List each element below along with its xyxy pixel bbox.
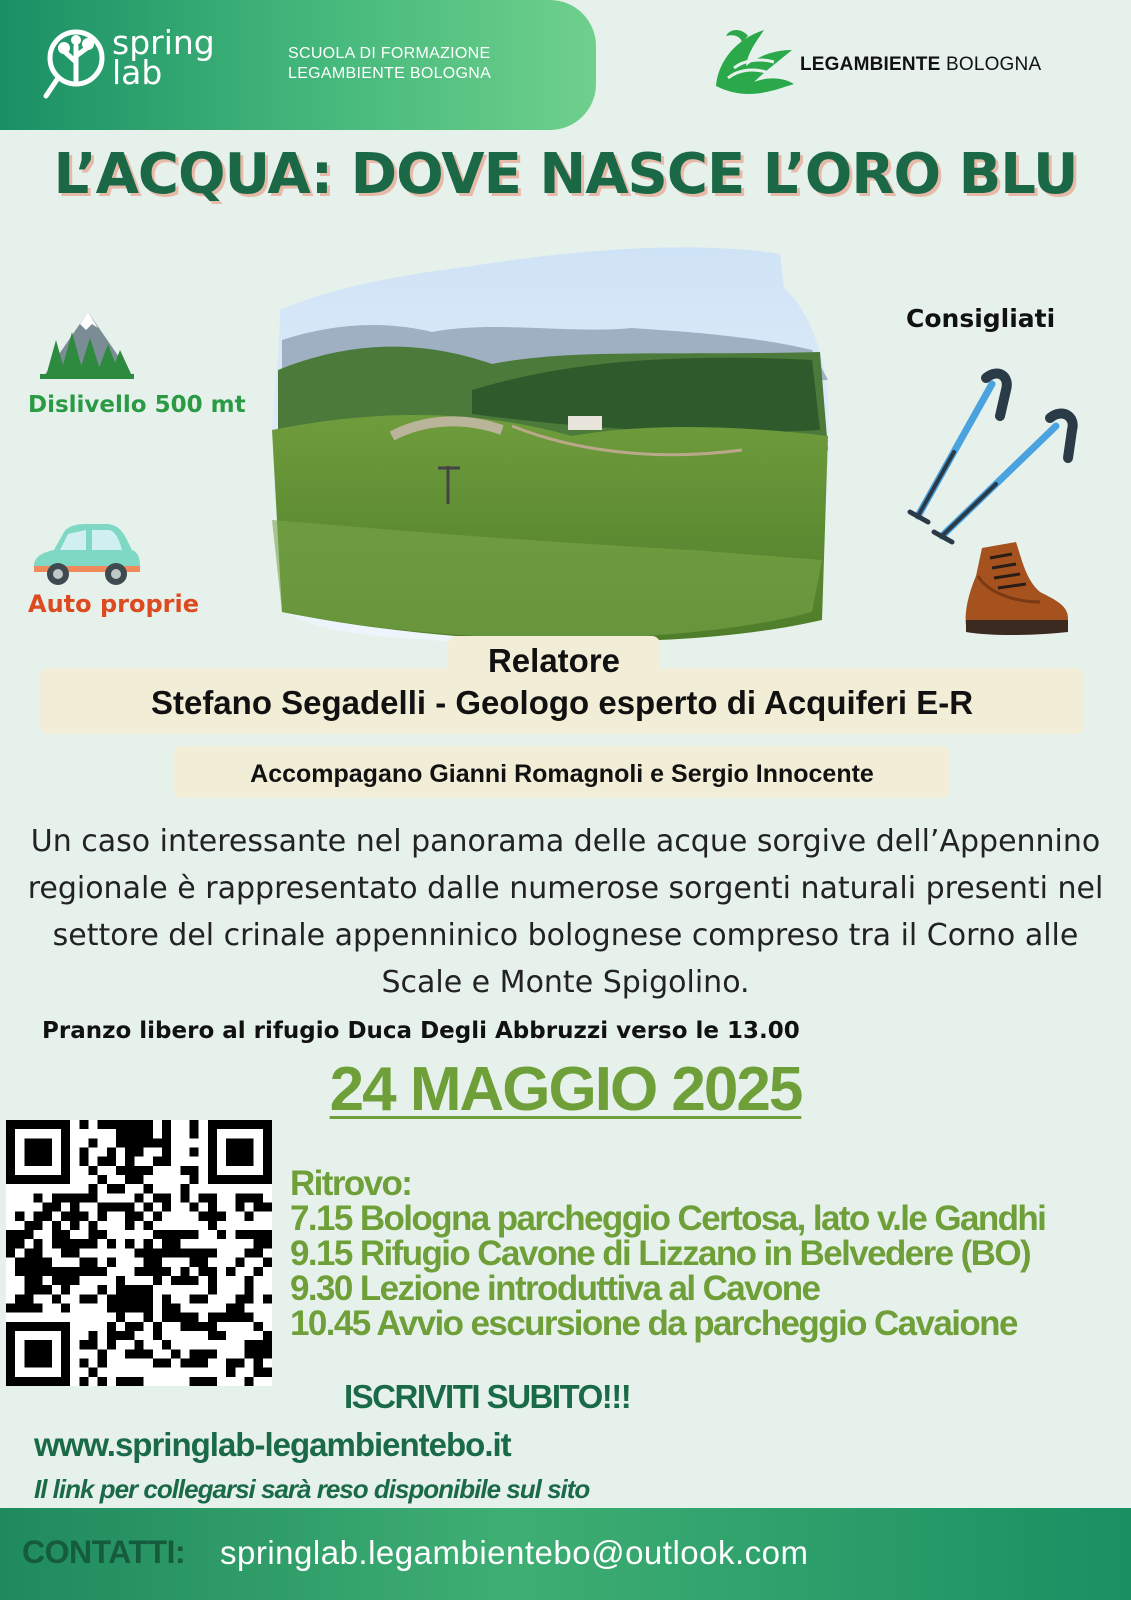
schedule-item: 9.15 Rifugio Cavone di Lizzano in Belvedere (BO) — [290, 1234, 1031, 1273]
legambiente-name — [800, 54, 1041, 76]
link-note: Il link per collegarsi sarà reso disponibile sul sito — [34, 1474, 590, 1504]
school-name — [288, 44, 491, 84]
hiking-boot-icon — [960, 540, 1072, 640]
qr-code[interactable] — [6, 1120, 272, 1386]
speaker-name: Stefano Segadelli - Geologo esperto di Acquiferi E-R — [150, 684, 974, 721]
event-description: Un caso interessante nel panorama delle acque sorgive dell’Appennino regionale è rappresentato dalle numerose sorgenti naturali presenti nel settore del crinale appenninico bolognese compreso tra il Corno alle Scale e Monte Spigolino. — [27, 824, 1104, 1000]
event-date: 24 MAGGIO 2025 — [329, 1055, 802, 1124]
partner-rest: BOLOGNA — [940, 54, 1042, 75]
signup-call: ISCRIVITI SUBITO!!! — [344, 1378, 631, 1415]
speaker-role: Relatore — [487, 642, 621, 679]
brand-line-1: spring — [112, 23, 215, 62]
contacts-label: CONTATTI: — [22, 1534, 186, 1570]
lunch-note: Pranzo libero al rifugio Duca Degli Abbruzzi verso le 13.00 — [42, 1018, 800, 1044]
schedule-heading: Ritrovo: — [290, 1164, 412, 1203]
companions-text: Accompagano Gianni Romagnoli e Sergio Innocente — [250, 760, 874, 788]
school-line-2: LEGAMBIENTE BOLOGNA — [288, 65, 492, 82]
meeting-schedule — [290, 1166, 1045, 1341]
landscape-photo — [272, 240, 852, 655]
trekking-poles-icon — [906, 366, 1098, 550]
car-icon — [28, 522, 144, 588]
elevation-label: Dislivello 500 mt — [28, 392, 246, 418]
legambiente-swan-logo-icon — [708, 20, 798, 104]
schedule-item: 9.30 Lezione introduttiva al Cavone — [290, 1269, 820, 1308]
page-title: L’ACQUA: DOVE NASCE L’ORO BLU — [53, 142, 1078, 207]
school-line-1: SCUOLA DI FORMAZIONE — [288, 45, 491, 62]
partner-bold: LEGAMBIENTE — [800, 54, 941, 75]
recommended-label: Consigliati — [906, 304, 1056, 333]
schedule-item: 10.45 Avvio escursione da parcheggio Cavaione — [290, 1304, 1017, 1343]
contact-email-link[interactable]: springlab.legambientebo@outlook.com — [220, 1534, 809, 1571]
transport-label: Auto proprie — [28, 590, 199, 618]
springlab-wordmark — [112, 23, 215, 92]
schedule-item: 7.15 Bologna parcheggio Certosa, lato v.le Gandhi — [290, 1199, 1046, 1238]
website-link[interactable]: www.springlab-legambientebo.it — [34, 1426, 511, 1463]
mountain-icon — [36, 310, 136, 382]
brand-line-2: lab — [112, 53, 163, 92]
